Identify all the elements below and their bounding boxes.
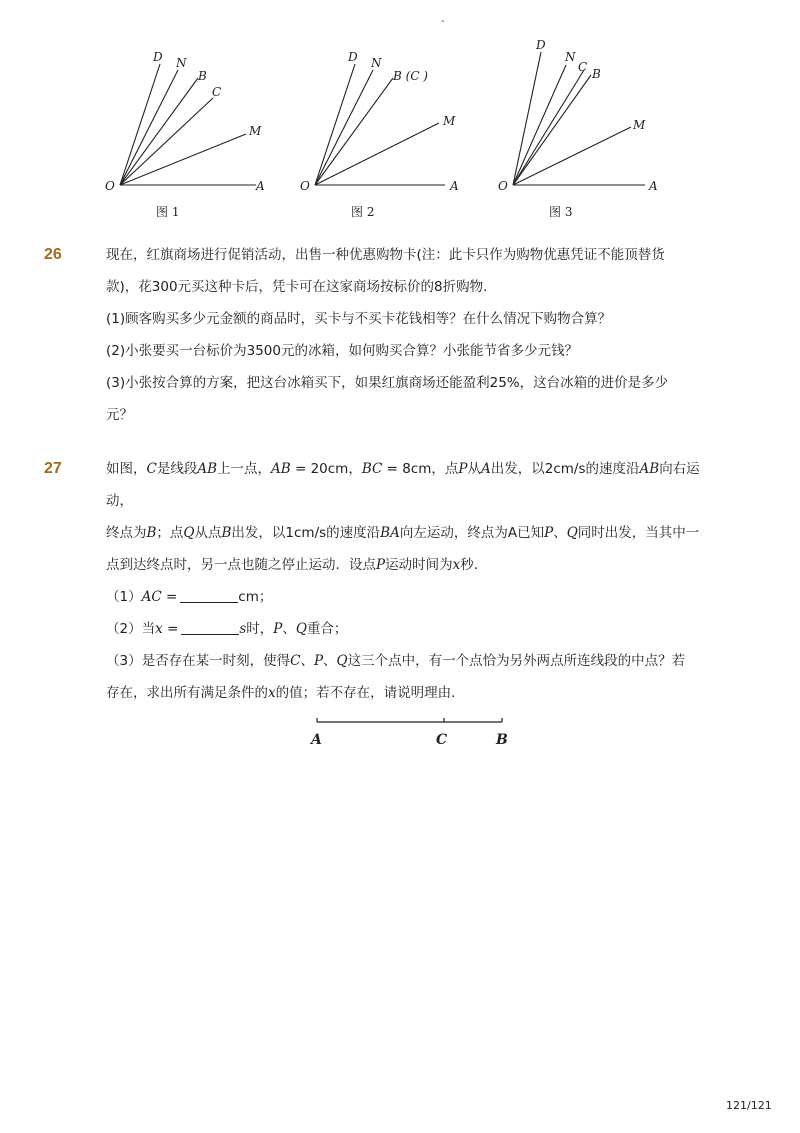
point-label: P	[273, 621, 283, 637]
label-m: M	[249, 124, 262, 138]
segment-label: AB	[639, 461, 660, 477]
q27-stem-line	[106, 453, 716, 517]
question-27	[106, 453, 716, 709]
figure-3	[491, 30, 681, 230]
text: 运动时间为	[385, 557, 453, 573]
text: 如图，	[106, 461, 147, 477]
point-label: Q	[295, 621, 307, 637]
text: 向左运动，终点为A已知	[399, 525, 545, 541]
figure-1	[98, 30, 288, 230]
q26-stem-line: 现在，红旗商场进行促销活动，出售一种优惠购物卡(注：此卡只作为购物优惠凭证不能顶替货	[106, 247, 665, 263]
point-b-label: B	[496, 732, 508, 748]
label-b: B	[592, 67, 601, 81]
point-label: C	[290, 653, 301, 669]
q27-part-1	[106, 581, 716, 613]
point-label: C	[146, 461, 157, 477]
variable: x	[268, 685, 276, 701]
label-o: O	[105, 179, 115, 193]
text: 的值；若不存在，请说明理由．	[275, 685, 465, 701]
text: （3）是否存在某一时刻，使得	[106, 653, 291, 669]
ray-ob	[315, 78, 393, 185]
label-a: A	[450, 179, 459, 193]
q27-part-2	[106, 613, 716, 645]
label-c: C	[578, 60, 588, 74]
text: 出发，以1cm/s的速度沿	[231, 525, 381, 541]
label-o: O	[498, 179, 508, 193]
figure-caption: 图 3	[549, 205, 573, 219]
segment-svg	[300, 710, 520, 754]
label-bc: B (C )	[393, 69, 428, 83]
q27-stem-line	[106, 517, 716, 549]
question-27-number: 27	[44, 460, 62, 477]
answer-blank[interactable]	[181, 620, 239, 635]
text: （1）	[106, 589, 142, 605]
point-label: Q	[566, 525, 578, 541]
label-c: C	[212, 85, 222, 99]
header-mark: -	[441, 16, 445, 27]
text: =	[161, 589, 178, 605]
ray-on	[513, 65, 566, 185]
text: 时，	[246, 621, 274, 637]
q26-part-2: (2)小张要买一台标价为3500元的冰箱，如何购买合算？小张能节省多少元钱？	[106, 343, 578, 359]
page-number: 121/121	[726, 1099, 772, 1112]
label-m: M	[443, 114, 456, 128]
figure-3-diagram	[491, 30, 681, 230]
text: 从	[467, 461, 482, 477]
text: 秒．	[460, 557, 488, 573]
point-label: Q	[183, 525, 195, 541]
text: 出发，以2cm/s的速度沿	[490, 461, 640, 477]
unit: s	[239, 621, 247, 637]
segment-diagram	[300, 710, 520, 758]
text: 点到达终点时，另一点也随之停止运动．设点	[106, 557, 376, 573]
q27-part-3	[106, 645, 716, 677]
ray-on	[120, 70, 178, 185]
label-d: D	[348, 50, 358, 64]
label-d: D	[536, 38, 546, 52]
q26-part-3: (3)小张按合算的方案，把这台冰箱买下，如果红旗商场还能盈利25%，这台冰箱的进价是多少	[106, 375, 669, 391]
text: 这三个点中，有一个点恰为另外两点所连线段的中点？若	[347, 653, 686, 669]
label-a: A	[256, 179, 265, 193]
point-label: B	[221, 525, 232, 541]
label-d: D	[153, 50, 163, 64]
segment-label: AB	[271, 461, 291, 477]
point-label: P	[544, 525, 554, 541]
text: = 20cm，	[290, 461, 362, 477]
label-a: A	[649, 179, 658, 193]
text: cm；	[238, 589, 273, 605]
figure-2-diagram	[293, 30, 483, 230]
question-26	[106, 239, 716, 431]
segment-label: BC	[361, 461, 383, 477]
text: 、	[323, 653, 337, 669]
text: 、	[553, 525, 567, 541]
text: =	[162, 621, 179, 637]
variable: x	[155, 621, 163, 637]
q26-stem-line: 款)，花300元买这种卡后，凭卡可在这家商场按标价的8折购物．	[106, 279, 497, 295]
label-n: N	[371, 56, 382, 70]
figure-2	[293, 30, 483, 230]
q26-part-3: 元？	[106, 407, 133, 423]
point-a-label: A	[311, 732, 322, 748]
point-label: P	[376, 557, 386, 573]
segment-label: BA	[380, 525, 400, 541]
point-label: P	[313, 653, 324, 669]
q27-stem-line	[106, 549, 716, 581]
figure-caption: 图 2	[351, 205, 375, 219]
label-o: O	[300, 179, 310, 193]
text: 、	[282, 621, 296, 637]
label-b: B	[198, 69, 207, 83]
text: 向右运动，	[106, 461, 700, 509]
figure-1-diagram	[98, 30, 288, 230]
text: 从点	[194, 525, 222, 541]
point-label: A	[481, 461, 491, 477]
variable: x	[452, 557, 461, 573]
text: 是线段	[156, 461, 198, 477]
text: 、	[300, 653, 314, 669]
q26-part-1: (1)顾客购买多少元金额的商品时，买卡与不买卡花钱相等？在什么情况下购物合算？	[106, 311, 612, 327]
text: 上一点，	[217, 461, 272, 477]
point-label: B	[146, 525, 157, 541]
point-label: Q	[336, 653, 348, 669]
text: 终点为	[106, 525, 147, 541]
q27-part-3	[106, 677, 716, 709]
text: （2）当	[106, 621, 156, 637]
point-c-label: C	[436, 732, 448, 748]
answer-blank[interactable]	[180, 588, 238, 603]
point-label: P	[458, 461, 468, 477]
label-n: N	[176, 56, 187, 70]
text: ；点	[156, 525, 184, 541]
ray-om	[315, 123, 439, 185]
segment-label: AC	[141, 589, 162, 605]
text: = 8cm，点	[382, 461, 459, 477]
label-m: M	[633, 118, 646, 132]
label-n: N	[565, 50, 576, 64]
text: 同时出发，当其中一	[577, 525, 700, 541]
text: 重合；	[306, 621, 348, 637]
ray-on	[315, 70, 373, 185]
figure-caption: 图 1	[156, 205, 180, 219]
segment-label: AB	[197, 461, 218, 477]
text: 存在，求出所有满足条件的	[106, 685, 268, 701]
question-26-number: 26	[44, 246, 62, 263]
ray-od	[315, 64, 355, 185]
